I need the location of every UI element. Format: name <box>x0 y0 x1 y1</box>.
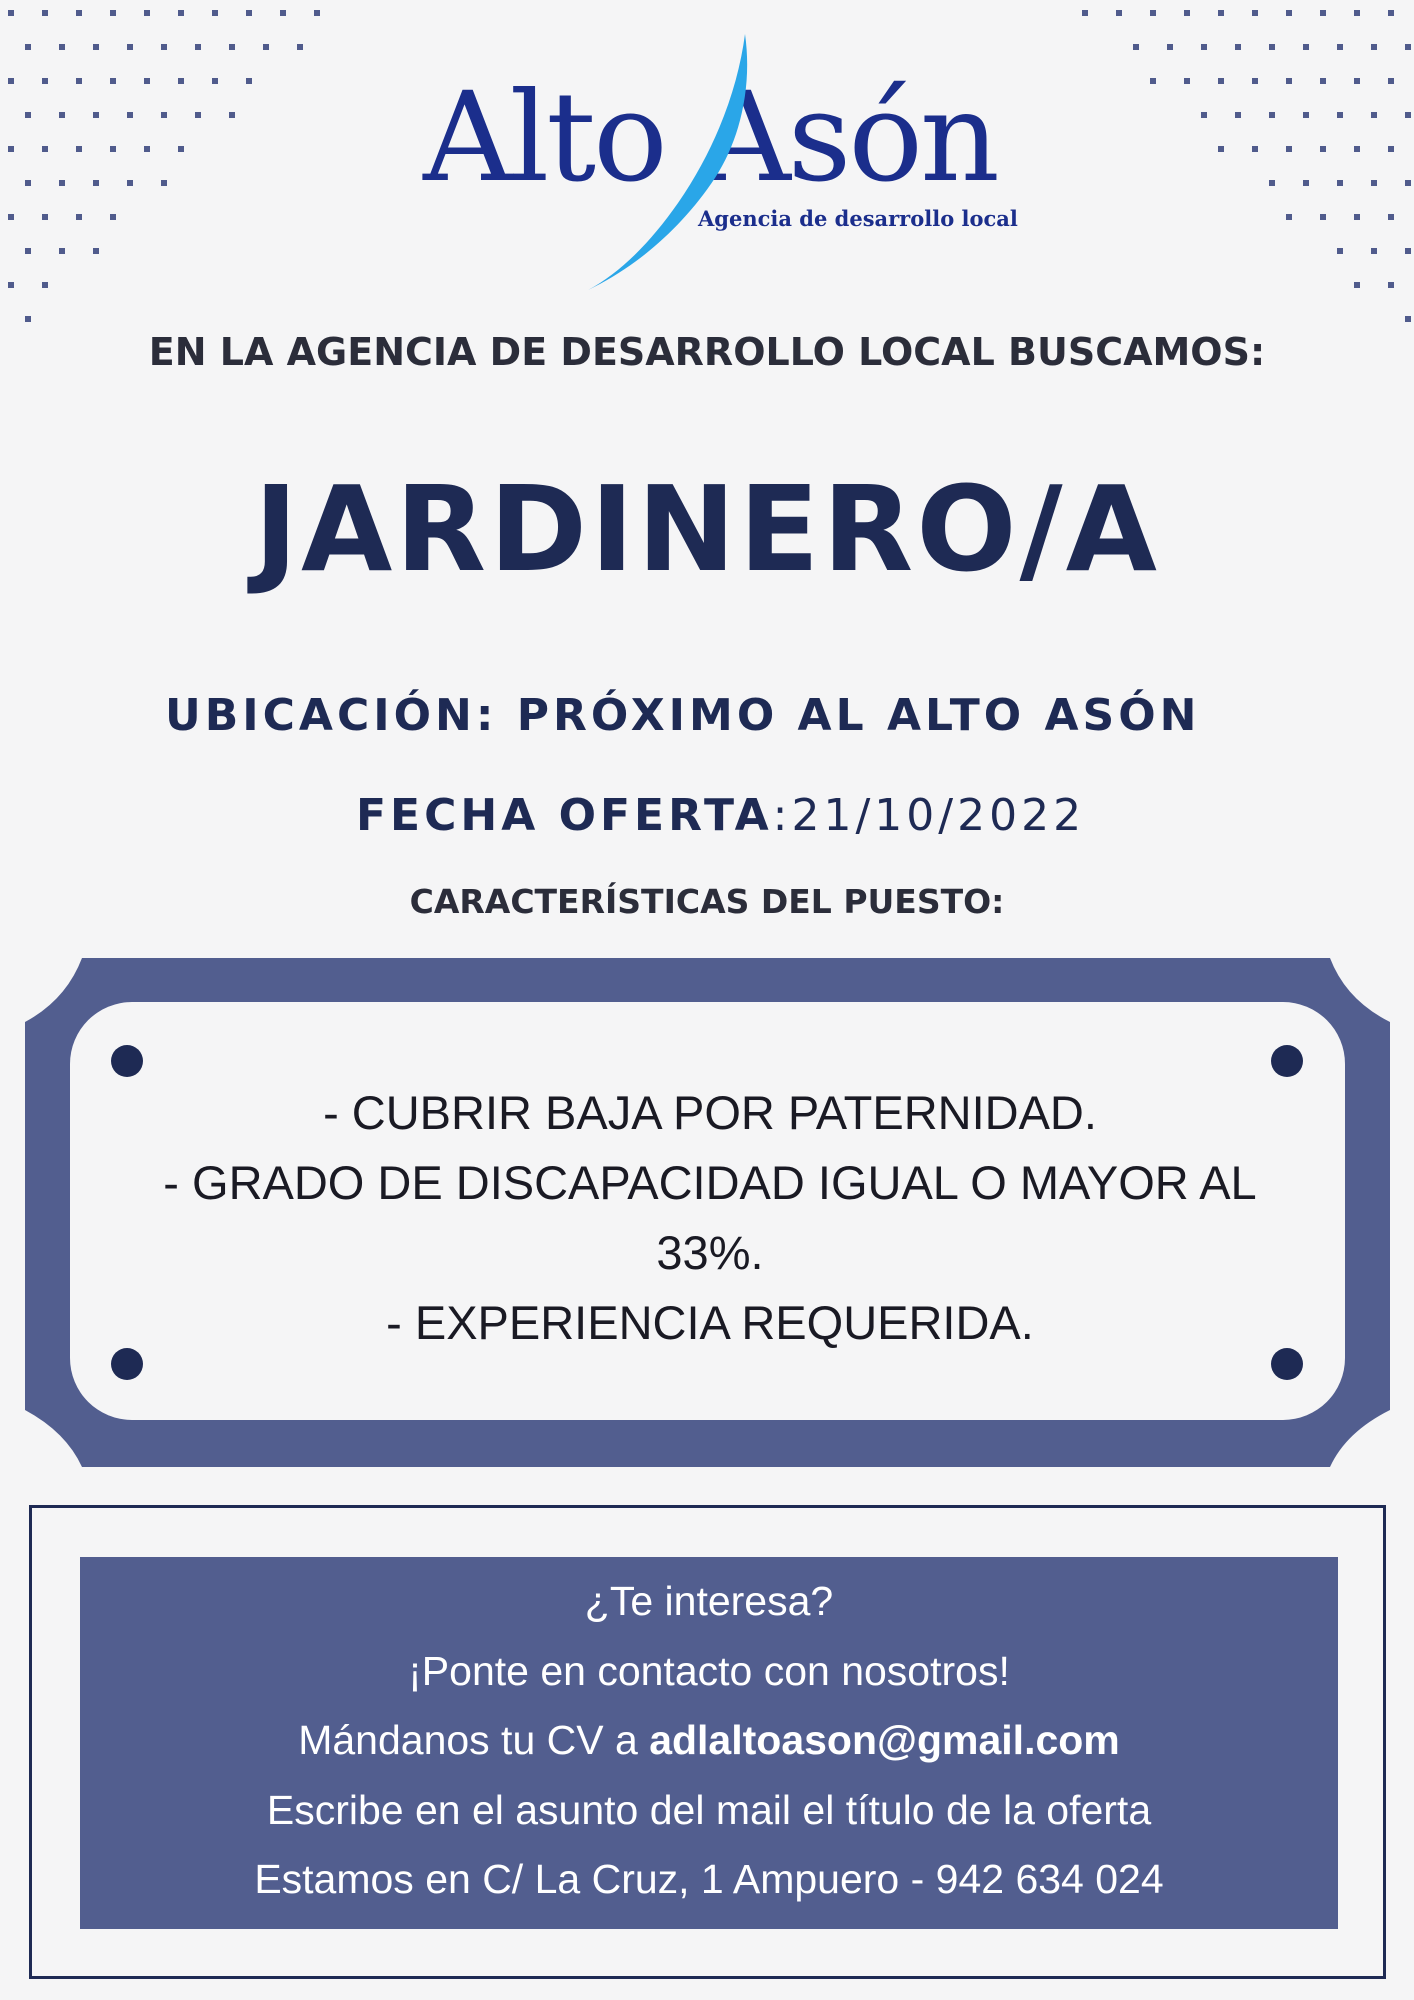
plaque-bolt-top-right <box>1271 1045 1303 1077</box>
requirement-item: 33%. <box>656 1226 764 1279</box>
features-heading: CARACTERÍSTICAS DEL PUESTO: <box>409 882 1005 921</box>
contact-email-link[interactable]: adlaltoason@gmail.com <box>649 1717 1120 1763</box>
contact-question: ¿Te interesa? <box>584 1578 834 1624</box>
requirements-list <box>70 1078 1350 1358</box>
contact-info <box>80 1567 1338 1915</box>
requirement-item: - EXPERIENCIA REQUERIDA. <box>386 1296 1034 1349</box>
intro-heading: EN LA AGENCIA DE DESARROLLO LOCAL BUSCAMOS: <box>148 330 1266 374</box>
contact-subject-note: Escribe en el asunto del mail el título de la oferta <box>266 1786 1152 1833</box>
requirement-item: - CUBRIR BAJA POR PATERNIDAD. <box>323 1086 1097 1139</box>
contact-cv-prefix: Mándanos tu CV a <box>298 1717 650 1763</box>
contact-cv-line <box>80 1706 1338 1776</box>
logo-wordmark: Alto Asón <box>423 66 997 210</box>
logo-tagline: Agencia de desarrollo local <box>698 206 1018 231</box>
plaque-bolt-top-left <box>111 1045 143 1077</box>
job-title: JARDINERO/A <box>254 460 1160 598</box>
contact-address: Estamos en C/ La Cruz, 1 Ampuero - 942 634 024 <box>254 1856 1164 1902</box>
offer-date-value: :21/10/2022 <box>772 790 1086 841</box>
offer-date-label: FECHA OFERTA <box>356 790 773 841</box>
location-line: UBICACIÓN: PRÓXIMO AL ALTO ASÓN <box>165 690 1201 741</box>
contact-call-to-action: ¡Ponte en contacto con nosotros! <box>408 1647 1010 1694</box>
requirement-item: - GRADO DE DISCAPACIDAD IGUAL O MAYOR AL <box>163 1156 1257 1209</box>
